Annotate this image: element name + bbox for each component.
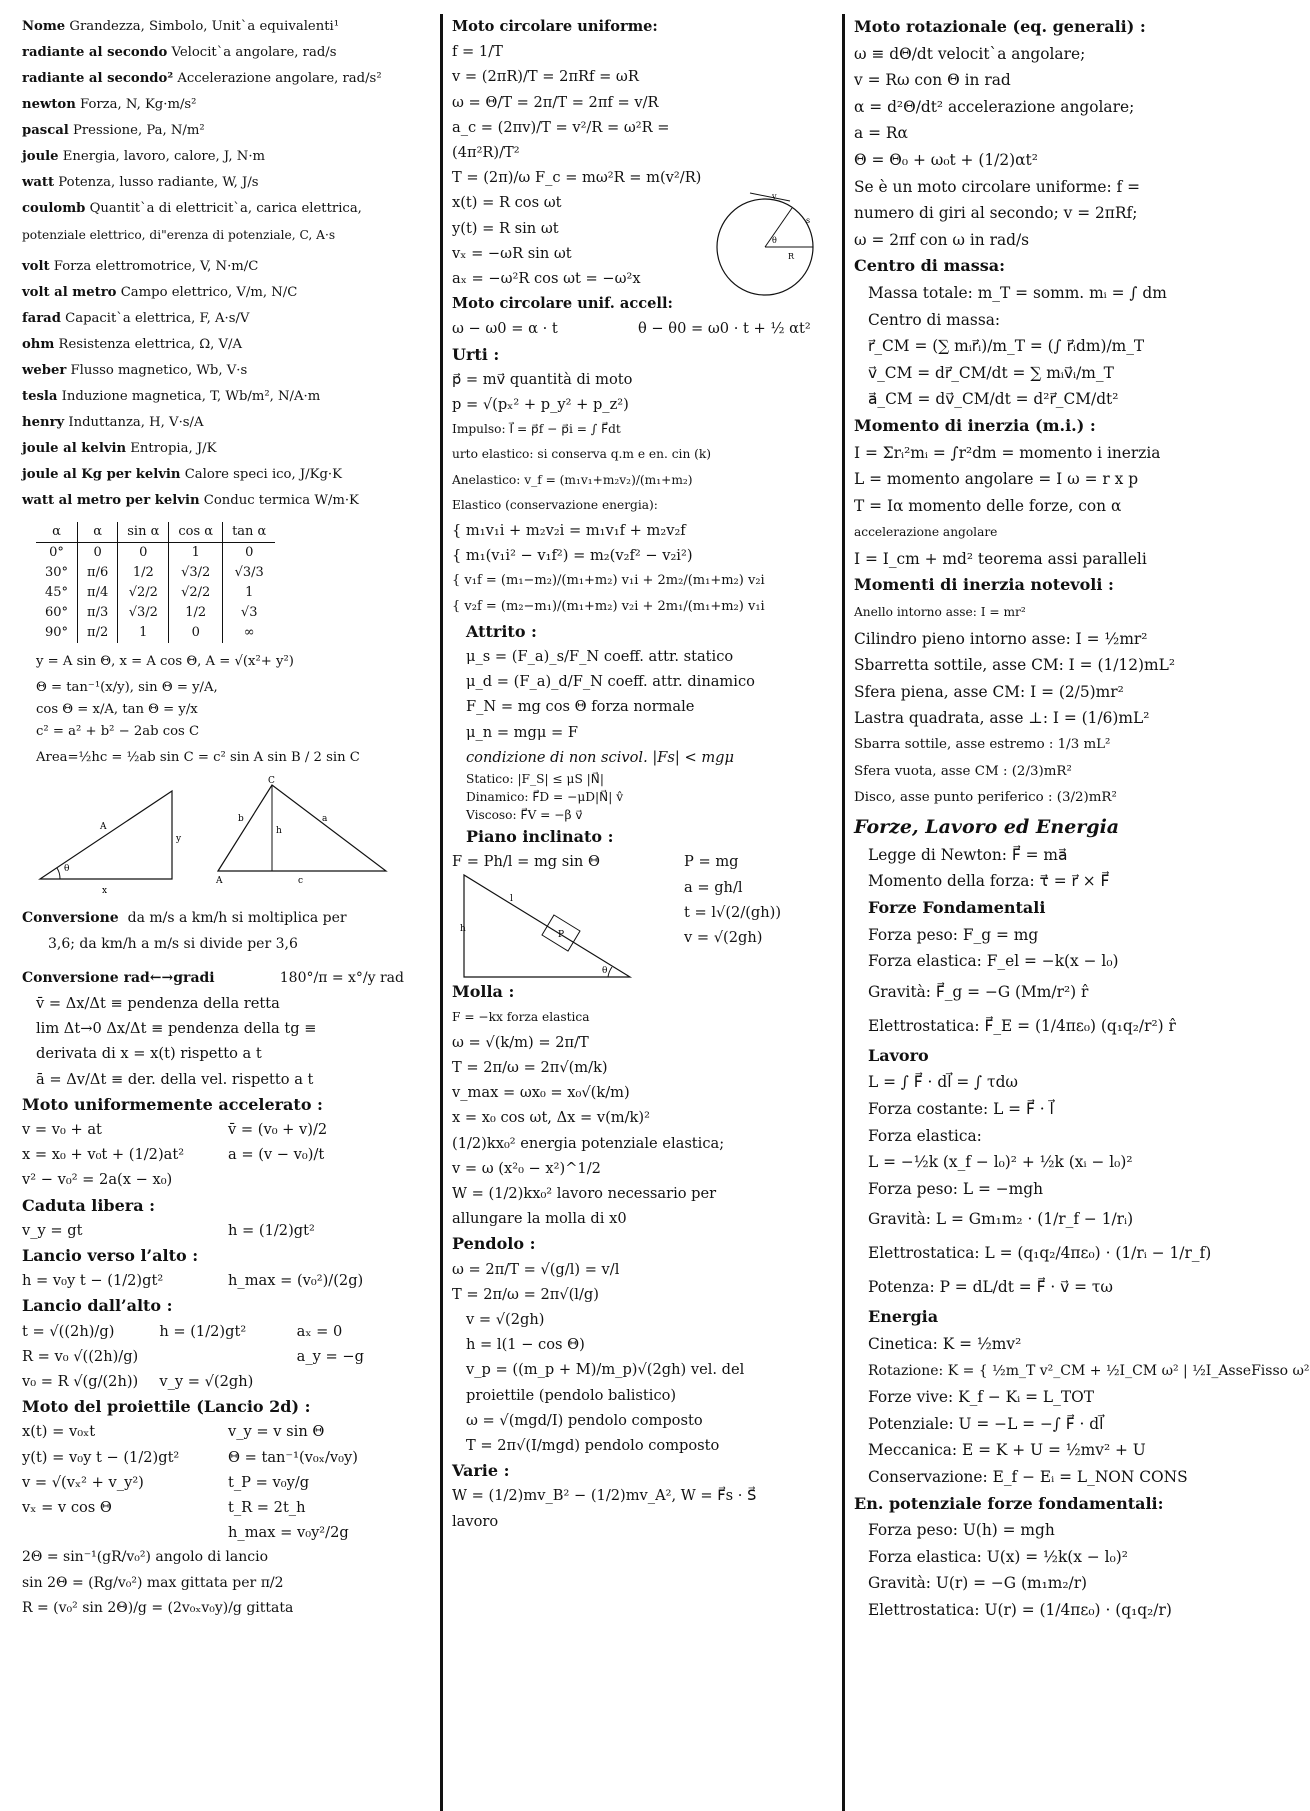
- label-b: b: [238, 814, 244, 824]
- section-title: Piano inclinato :: [466, 827, 614, 847]
- section-title: En. potenziale forze fondamentali:: [854, 1493, 1164, 1513]
- label-v: v: [772, 192, 777, 202]
- unit-row: Nome Grandezza, Simbolo, Unit`a equivalenti¹: [22, 19, 340, 34]
- unit-row: volt al metro Campo elettrico, V/m, N/C: [22, 285, 298, 300]
- unit-row: coulomb Quantit`a di elettricit`a, carica elettrica,: [22, 201, 362, 216]
- unit-row: joule Energia, lavoro, calore, J, N·m: [22, 149, 266, 164]
- unit-row: joule al Kg per kelvin Calore speci ico, J/Kg·K: [22, 467, 342, 482]
- section-title: Urti :: [452, 344, 500, 364]
- right-triangle: [40, 791, 182, 896]
- incline-diagram: [462, 871, 632, 981]
- section-title: Lancio verso l’alto :: [22, 1246, 199, 1266]
- section-title: Moto del proiettile (Lancio 2d) :: [22, 1397, 311, 1417]
- section-title: Moto circolare uniforme:: [452, 18, 658, 35]
- formula: Area=½hc = ½ab sin C = c² sin A sin B / 2 sin C: [36, 750, 360, 765]
- label-a: a: [322, 814, 328, 824]
- label-s: s: [806, 216, 811, 226]
- section-title: Momento di inerzia (m.i.) :: [854, 415, 1096, 435]
- unit-row: ohm Resistenza elettrica, Ω, V/A: [22, 337, 243, 352]
- label-x: x: [102, 886, 108, 896]
- unit-row: radiante al secondo² Accelerazione angolare, rad/s²: [22, 71, 382, 86]
- section-title: Moto circolare unif. accell:: [452, 295, 673, 313]
- label-l: l: [510, 894, 513, 905]
- section-pendolo: ω = 2π/T = √(g/l) = v/l T = 2π/ω = 2π√(l/g) v = √(2gh) h = l(1 − cos Θ) v_p = ((m_p + M)/m_p)√(2gh) vel. del proiettile (pendolo balistico) ω = √(mgd/I) pendolo composto T = 2π√(I/mgd) pendolo composto: [452, 1260, 745, 1454]
- column-3: [854, 14, 1310, 1803]
- section-attrito: μ_s = (F_a)_s/F_N coeff. attr. statico μ_d = (F_a)_d/F_N coeff. attr. dinamico F_N = mg cos Θ forza normale μ_n = mgμ = F condizione di non scivol. |Fs| < mgμ Statico: |F_S| ≤ μS |N⃗| Dinamico: F⃗D = −μD|N⃗| v̂ Viscoso: F⃗V = −β v⃗: [466, 648, 755, 823]
- unit-row: watt al metro per kelvin Conduc termica W/m·K: [22, 493, 359, 508]
- formula: y = A sin Θ, x = A cos Θ, A = √(x²+ y²): [36, 654, 294, 669]
- kinematics-defs: [22, 991, 434, 1092]
- section-title: Molla :: [452, 982, 515, 1002]
- label-h: h: [460, 924, 466, 935]
- unit-row: watt Potenza, lusso radiante, W, J/s: [22, 175, 259, 190]
- triangle-diagrams: [22, 771, 422, 901]
- section-title: Momenti di inerzia notevoli :: [854, 575, 1114, 595]
- section-rotazionale: ω ≡ dΘ/dt velocit`a angolare; v = Rω con Θ in rad α = d²Θ/dt² accelerazione angolare; a = Rα Θ = Θ₀ + ω₀t + (1/2)αt² Se è un moto circolare uniforme: f = numero di giri al secondo; v = 2πRf; ω = 2πf con ω in rad/s: [854, 44, 1141, 249]
- section-title: Caduta libera :: [22, 1195, 156, 1215]
- trig-table: α α sin α cos α tan α 0° 0 0 1 0 30° π/6 1/2 √3/2 √3/3 45° π/4 √2/2 √2/2 1 60° π/3 √3/2 1/2 √3 90° π/2 1 0 ∞: [36, 522, 275, 643]
- unit-row: volt Forza elettromotrice, V, N·m/C: [22, 259, 259, 274]
- units-list: [22, 14, 434, 514]
- section-momenti-notevoli: Anello intorno asse: I = mr² Cilindro pieno intorno asse: I = ½mr² Sbarretta sottile, asse CM: I = (1/12)mL² Sfera piena, asse CM: I = (2/5)mr² Lastra quadrata, asse ⊥: I = (1/6)mL² Sbarra sottile, asse estremo : 1/3 mL² Sfera vuota, asse CM : (2/3)mR² Disco, asse punto periferico : (3/2)mR²: [854, 605, 1176, 806]
- section-title: Energia: [868, 1307, 939, 1327]
- section-mua: Moto uniformemente accelerato : v = v₀ + at v̄ = (v₀ + v)/2 x = x₀ + v₀t + (1/2)at² a = (v − v₀)/t v² − v₀² = 2a(x − x₀) Caduta libera : v_y = gt h = (1/2)gt² Lancio verso l’alto : h = v₀y t − (1/2)gt² h_max = (v₀²)/(2g) Lancio dall’alto : t = √((2h)/g) h = (1/2)gt² aₓ = 0 R = v₀ √((2h)/g) a_y = −g v₀ = R √(g/(2h)) v_y = √(2gh) Moto del proiettile (Lancio 2d) : x(t) = v₀ₓt v_y = v sin Θ y(t) = v₀y t − (1/2)gt² Θ = tan⁻¹(v₀ₓ/v₀y) v = √(vₓ² + v_y²) t_P = v₀y/g vₓ = v cos Θ t_R = 2t_h h_max = v₀y²/2g 2Θ = sin⁻¹(gR/v₀²) angolo di lancio sin 2Θ = (Rg/v₀²) max gittata per π/2 R = (v₀² sin 2Θ)/g = (2v₀ₓv₀y)/g gittata: [22, 1092, 434, 1621]
- label-theta: θ: [602, 966, 608, 977]
- section-urti: p⃗ = mv⃗ quantità di moto p = √(pₓ² + p_y² + p_z²) Impulso: I⃗ = p⃗f − p⃗i = ∫ F⃗dt urto elastico: si conserva q.m e en. cin (k) Anelastico: v_f = (m₁v₁+m₂v₂)/(m₁+m₂) Elastico (conservazione energia): { m₁v₁i + m₂v₂i = m₁v₁f + m₂v₂f { m₁(v₁i² − v₁f²) = m₂(v₂f² − v₂i²) { v₁f = (m₁−m₂)/(m₁+m₂) v₁i + 2m₂/(m₁+m₂) v₂i { v₂f = (m₂−m₁)/(m₁+m₂) v₂i + 2m₁/(m₁+m₂) v₁i: [452, 370, 765, 614]
- section-title: Moto uniformemente accelerato :: [22, 1094, 323, 1114]
- conversion-angle: Conversione rad←→gradi 180°/π = x°/y rad: [22, 970, 404, 986]
- label-A: A: [100, 822, 107, 832]
- formula: v̄ = Δx/Δt ≡ pendenza della retta: [36, 995, 280, 1012]
- label-h: h: [276, 826, 282, 836]
- section-mcu: f = 1/T v = (2πR)/T = 2πRf = ωR ω = Θ/T = 2π/T = 2πf = v/R a_c = (2πv)/T = v²/R = ω²R = (4π²R)/T² T = (2π)/ω F_c = mω²R = m(v²/R) x(t) = R cos ωt y(t) = R sin ωt vₓ = −ωR sin ωt aₓ = −ω²R cos ωt = −ω²x v s θ R: [452, 39, 824, 291]
- unit-row: potenziale elettrico, di"erenza di potenziale, C, A·s: [22, 228, 336, 242]
- section-title: Pendolo :: [452, 1234, 536, 1254]
- formula: c² = a² + b² − 2ab cos C: [36, 724, 200, 739]
- conversion-speed-2: 3,6; da km/h a m/s si divide per 3,6: [48, 936, 298, 952]
- section-title: Lancio dall’alto :: [22, 1296, 173, 1316]
- circle-diagram: [710, 189, 820, 299]
- label-theta: θ: [64, 864, 70, 874]
- formula: ā = Δv/Δt ≡ der. della vel. rispetto a t: [36, 1070, 314, 1088]
- formula: lim Δt→0 Δx/Δt ≡ pendenza della tg ≡: [36, 1020, 317, 1038]
- trig-formulas: [22, 649, 434, 771]
- section-title: Moto rotazionale (eq. generali) :: [854, 17, 1146, 36]
- section-molla: F = −kx forza elastica ω = √(k/m) = 2π/T T = 2π/ω = 2π√(m/k) v_max = ωx₀ = x₀√(k/m) x = x₀ cos ωt, Δx = v(m/k)² (1/2)kx₀² energia potenziale elastica; v = ω (x²₀ − x²)^1/2 W = (1/2)kx₀² lavoro necessario per allungare la molla di x0: [452, 1009, 725, 1228]
- section-energia-potenziale: Forza peso: U(h) = mgh Forza elastica: U(x) = ½k(x − l₀)² Gravità: U(r) = −G (m₁m₂/r) Elettrostatica: U(r) = (1/4πε₀) · (q₁q₂/r): [868, 1521, 1172, 1619]
- label-c: c: [298, 876, 304, 886]
- label-y: y: [176, 834, 182, 844]
- conversion-speed: Conversione da m/s a km/h si moltiplica per: [22, 910, 347, 926]
- unit-row: radiante al secondo Velocit`a angolare, rad/s: [22, 45, 337, 60]
- section-title: Forze, Lavoro ed Energia: [854, 815, 1120, 838]
- label-theta: θ: [772, 236, 777, 246]
- unit-row: farad Capacit`a elettrica, F, A·s/V: [22, 311, 250, 326]
- column-1: [22, 14, 434, 1803]
- section-centro-massa: Massa totale: m_T = somm. mᵢ = ∫ dm Centro di massa: r⃗_CM = (∑ mᵢr⃗ᵢ)/m_T = (∫ r⃗ᵢdm)/m_T v⃗_CM = dr⃗_CM/dt = ∑ mᵢv⃗ᵢ/m_T a⃗_CM = dv⃗_CM/dt = d²r⃗_CM/dt²: [868, 283, 1167, 409]
- label-A2: A: [216, 876, 223, 886]
- unit-row: tesla Induzione magnetica, T, Wb/m², N/A·m: [22, 389, 321, 404]
- formula: cos Θ = x/A, tan Θ = y/x: [36, 702, 198, 717]
- label-P: P: [558, 930, 565, 941]
- column-2: Moto circolare uniforme: f = 1/T v = (2πR)/T = 2πRf = ωR ω = Θ/T = 2π/T = 2πf = v/R a_c = (2πv)/T = v²/R = ω²R = (4π²R)/T² T = (2π)/ω F_c = mω²R = m(v²/R) x(t) = R cos ωt y(t) = R sin ωt vₓ = −ωR sin ωt aₓ = −ω²R cos ωt = −ω²x v s θ R Moto circolare unif. accell: ω − ω0 = α · t θ − θ0 = ω0 · t + ½ αt² Urti : p⃗ = mv⃗ quantità di moto p = √(pₓ² + p_y² + p_z²) Impulso: I⃗ = p⃗f − p⃗i = ∫ F⃗dt urto elastico: si conserva q.m e en. cin (k) Anelastico: v_f = (m₁v₁+m₂v₂)/(m₁+m₂) Elastico (conservazione energia): { m₁v₁i + m₂v₂i = m₁v₁f + m₂v₂f { m₁(v₁i² − v₁f²) = m₂(v₂f² − v₂i²) { v₁f = (m₁−m₂)/(m₁+m₂) v₁i + 2m₂/(m₁+m₂) v₂i { v₂f = (m₂−m₁)/(m₁+m₂) v₂i + 2m₁/(m₁+m₂) v₁i Attrito : μ_s = (F_a)_s/F_N coeff. attr. statico μ_d = (F_a)_d/F_N coeff. attr. dinamico F_N = mg cos Θ forza normale μ_n = mgμ = F condizione di non scivol. |Fs| < mgμ Statico: |F_S| ≤ μS |N⃗| Dinamico: F⃗D = −μD|N⃗| v̂ Viscoso: F⃗V = −β v⃗ Piano inclinato : F = Ph/l = mg sin Θ l P h θ P = mg a = gh/l t = l√(2/(gh)) v = √(2gh) Molla : F = −kx forza elastica ω = √(k/m) = 2π/T T = 2π/ω = 2π√(m/k) v_max = ωx₀ = x₀√(k/m) x = x₀ cos ωt, Δx = v(m/k)² (1/2)kx₀² energia potenziale elastica; v = ω (x²₀ − x²)^1/2 W = (1/2)kx₀² lavoro necessario per allungare la molla di x0 Pendolo : ω = 2π/T = √(g/l) = v/l T = 2π/ω = 2π√(l/g) v = √(2gh) h = l(1 − cos Θ) v_p = ((m_p + M)/m_p)√(2gh) vel. del proiettile (pendolo balistico) ω = √(mgd/I) pendolo composto T = 2π√(I/mgd) pendolo composto Varie : W = (1/2)mv_B² − (1/2)mv_A², W = F⃗s · S⃗ lavoro: [452, 14, 824, 1803]
- section-title: Centro di massa:: [854, 256, 1006, 276]
- section-title: Attrito :: [466, 621, 537, 641]
- unit-row: pascal Pressione, Pa, N/m²: [22, 123, 205, 138]
- formula: derivata di x = x(t) rispetto a t: [36, 1045, 262, 1063]
- formula: Θ = tan⁻¹(x/y), sin Θ = y/A,: [36, 680, 218, 695]
- label-C: C: [268, 776, 275, 786]
- section-momento-inerzia: I = Σrᵢ²mᵢ = ∫r²dm = momento i inerzia L = momento angolare = I ω = r x p T = Iα momento delle forze, con α accelerazione angolare I = I_cm + md² teorema assi paralleli: [854, 443, 1161, 568]
- general-triangle: [215, 776, 386, 886]
- unit-row: newton Forza, N, Kg·m/s²: [22, 97, 197, 112]
- section-forze: Legge di Newton: F⃗ = ma⃗ Momento della forza: τ⃗ = r⃗ × F⃗ Forze Fondamentali Forza peso: F_g = mg Forza elastica: F_el = −k(x − l₀) Gravità: F⃗_g = −G (Mm/r²) r̂ Elettrostatica: F⃗_E = (1/4πε₀) (q₁q₂/r²) r̂ Lavoro L = ∫ F⃗ · dl⃗ = ∫ τdω Forza costante: L = F⃗ · l⃗ Forza elastica: L = −½k (x_f − l₀)² + ½k (xᵢ − l₀)² Forza peso: L = −mgh Gravità: L = Gm₁m₂ · (1/r_f − 1/rᵢ) Elettrostatica: L = (q₁q₂/4πε₀) · (1/rᵢ − 1/r_f) Potenza: P = dL/dt = F⃗ · v⃗ = τω Energia Cinetica: K = ½mv² Rotazione: K = { ½m_T v²_CM + ½I_CM ω² | ½I_AsseFisso ω² Forze vive: K_f − Kᵢ = L_TOT Potenziale: U = −L = −∫ F⃗ · dl⃗ Meccanica: E = K + U = ½mv² + U Conservazione: E_f − Eᵢ = L_NON CONS: [868, 845, 1310, 1486]
- section-title: Lavoro: [868, 1045, 929, 1065]
- section-piano: F = Ph/l = mg sin Θ l P h θ P = mg a = gh/l t = l√(2/(gh)) v = √(2gh): [452, 849, 824, 979]
- section-title: Varie :: [452, 1461, 510, 1481]
- unit-row: joule al kelvin Entropia, J/K: [22, 441, 217, 456]
- column-divider: [842, 14, 845, 1811]
- section-title: Forze Fondamentali: [868, 898, 1046, 917]
- unit-row: weber Flusso magnetico, Wb, V·s: [22, 363, 248, 378]
- label-R: R: [788, 252, 795, 262]
- unit-row: henry Induttanza, H, V·s/A: [22, 415, 204, 430]
- column-divider: [440, 14, 443, 1811]
